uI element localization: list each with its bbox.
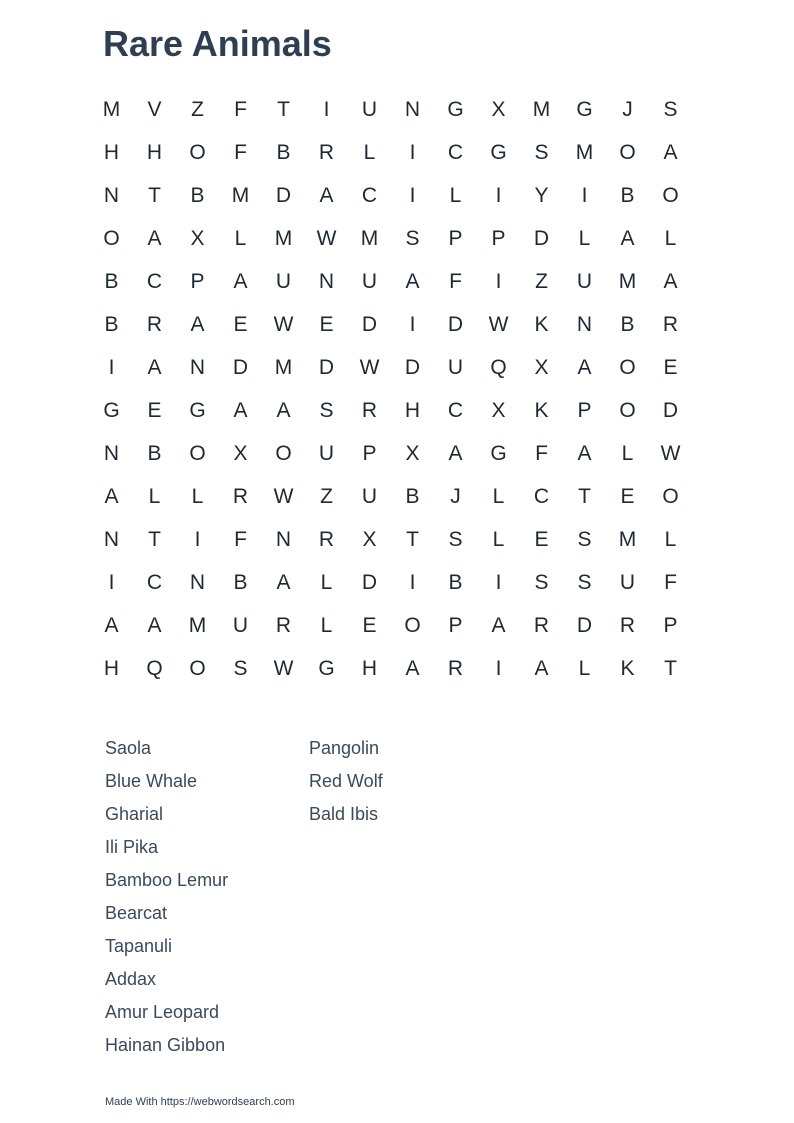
word-list-item: Bald Ibis bbox=[309, 804, 379, 824]
grid-letter: Y bbox=[534, 183, 549, 207]
grid-letter: A bbox=[276, 570, 291, 594]
grid-letter: A bbox=[491, 613, 506, 637]
grid-letter: B bbox=[620, 183, 635, 207]
grid-letter: G bbox=[490, 441, 507, 465]
grid-letter: O bbox=[275, 441, 292, 465]
grid-letter: A bbox=[104, 613, 119, 637]
grid-letter: D bbox=[275, 183, 292, 207]
grid-letter: O bbox=[662, 183, 679, 207]
grid-letter: A bbox=[147, 613, 162, 637]
grid-letter: I bbox=[409, 570, 416, 594]
grid-letter: L bbox=[664, 527, 677, 551]
grid-letter: I bbox=[495, 570, 502, 594]
grid-letter: O bbox=[103, 226, 120, 250]
grid-letter: O bbox=[189, 140, 206, 164]
grid-letter: B bbox=[620, 312, 635, 336]
grid-letter: C bbox=[533, 484, 550, 508]
grid-letter: R bbox=[361, 398, 378, 422]
grid-letter: G bbox=[576, 97, 593, 121]
word-list-item: Blue Whale bbox=[105, 771, 198, 791]
grid-letter: W bbox=[273, 312, 294, 336]
grid-letter: H bbox=[404, 398, 421, 422]
grid-letter: Z bbox=[191, 97, 204, 121]
grid-letter: N bbox=[189, 570, 206, 594]
grid-letter: A bbox=[319, 183, 334, 207]
grid-letter: W bbox=[273, 484, 294, 508]
word-list-item: Bearcat bbox=[105, 903, 168, 923]
word-list-item: Gharial bbox=[105, 804, 164, 824]
grid-letter: F bbox=[449, 269, 462, 293]
grid-letter: L bbox=[621, 441, 634, 465]
grid-letter: W bbox=[273, 656, 294, 680]
grid-letter: M bbox=[360, 226, 379, 250]
grid-letter: X bbox=[190, 226, 205, 250]
grid-letter: A bbox=[233, 398, 248, 422]
grid-letter: P bbox=[190, 269, 205, 293]
grid-letter: L bbox=[234, 226, 247, 250]
grid-letter: R bbox=[662, 312, 679, 336]
grid-letter: U bbox=[361, 484, 378, 508]
grid-letter: S bbox=[577, 527, 592, 551]
grid-letter: N bbox=[103, 527, 120, 551]
grid-letter: M bbox=[231, 183, 250, 207]
grid-letter: U bbox=[361, 97, 378, 121]
grid-letter: T bbox=[277, 97, 290, 121]
grid-letter: S bbox=[577, 570, 592, 594]
grid-letter: S bbox=[448, 527, 463, 551]
grid-letter: L bbox=[578, 656, 591, 680]
word-list-item: Hainan Gibbon bbox=[105, 1035, 226, 1055]
grid-letter: T bbox=[406, 527, 419, 551]
grid-letter: H bbox=[361, 656, 378, 680]
grid-letter: D bbox=[318, 355, 335, 379]
grid-letter: G bbox=[189, 398, 206, 422]
grid-letter: A bbox=[147, 355, 162, 379]
grid-letter: I bbox=[495, 656, 502, 680]
grid-letter: W bbox=[660, 441, 681, 465]
grid-letter: E bbox=[663, 355, 678, 379]
grid-letter: U bbox=[275, 269, 292, 293]
grid-letter: K bbox=[534, 312, 549, 336]
grid-letter: H bbox=[103, 140, 120, 164]
word-list-item: Tapanuli bbox=[105, 936, 173, 956]
word-list-item: Red Wolf bbox=[309, 771, 383, 791]
grid-letter: F bbox=[664, 570, 677, 594]
grid-letter: L bbox=[320, 570, 333, 594]
grid-letter: D bbox=[404, 355, 421, 379]
grid-letter: D bbox=[447, 312, 464, 336]
grid-letter: U bbox=[576, 269, 593, 293]
grid-letter: L bbox=[148, 484, 161, 508]
grid-letter: E bbox=[319, 312, 334, 336]
grid-letter: P bbox=[663, 613, 678, 637]
grid-letter: A bbox=[663, 269, 678, 293]
grid-letter: A bbox=[620, 226, 635, 250]
page-title: Rare Animals bbox=[103, 23, 332, 64]
grid-letter: I bbox=[581, 183, 588, 207]
grid-letter: S bbox=[405, 226, 420, 250]
grid-letter: N bbox=[318, 269, 335, 293]
grid-letter: B bbox=[276, 140, 291, 164]
word-list-item: Bamboo Lemur bbox=[105, 870, 229, 890]
grid-letter: A bbox=[147, 226, 162, 250]
grid-letter: P bbox=[448, 226, 463, 250]
grid-letter: R bbox=[447, 656, 464, 680]
grid-letter: O bbox=[619, 398, 636, 422]
grid-letter: I bbox=[495, 269, 502, 293]
grid-letter: I bbox=[323, 97, 330, 121]
grid-letter: N bbox=[189, 355, 206, 379]
word-list bbox=[105, 736, 513, 1066]
grid-letter: P bbox=[491, 226, 506, 250]
grid-letter: A bbox=[663, 140, 678, 164]
grid-letter: I bbox=[108, 570, 115, 594]
grid-letter: R bbox=[318, 527, 335, 551]
grid-letter: L bbox=[492, 484, 505, 508]
grid-letter: E bbox=[233, 312, 248, 336]
grid-letter: E bbox=[534, 527, 549, 551]
grid-letter: Z bbox=[535, 269, 548, 293]
grid-letter: L bbox=[191, 484, 204, 508]
grid-letter: L bbox=[578, 226, 591, 250]
grid-letter: R bbox=[533, 613, 550, 637]
grid-letter: B bbox=[233, 570, 248, 594]
grid-letter: I bbox=[409, 312, 416, 336]
footer-credit: Made With https://webwordsearch.com bbox=[105, 1096, 295, 1108]
grid-letter: N bbox=[576, 312, 593, 336]
grid-letter: B bbox=[405, 484, 420, 508]
grid-letter: R bbox=[318, 140, 335, 164]
grid-letter: T bbox=[578, 484, 591, 508]
grid-letter: L bbox=[449, 183, 462, 207]
grid-letter: O bbox=[189, 441, 206, 465]
grid-letter: P bbox=[577, 398, 592, 422]
grid-letter: T bbox=[148, 527, 161, 551]
grid-letter: M bbox=[274, 226, 293, 250]
grid-letter: O bbox=[619, 355, 636, 379]
grid-letter: A bbox=[405, 269, 420, 293]
word-list-item: Addax bbox=[105, 969, 157, 989]
grid-letter: A bbox=[448, 441, 463, 465]
grid-letter: K bbox=[534, 398, 549, 422]
grid-letter: F bbox=[234, 97, 247, 121]
grid-letter: D bbox=[662, 398, 679, 422]
grid-letter: C bbox=[146, 269, 163, 293]
grid-letter: N bbox=[103, 441, 120, 465]
grid-letter: U bbox=[232, 613, 249, 637]
grid-letter: U bbox=[619, 570, 636, 594]
grid-letter: L bbox=[320, 613, 333, 637]
grid-letter: L bbox=[363, 140, 376, 164]
grid-letter: A bbox=[577, 355, 592, 379]
grid-letter: M bbox=[274, 355, 293, 379]
grid-letter: U bbox=[318, 441, 335, 465]
grid-letter: Q bbox=[146, 656, 163, 680]
grid-letter: W bbox=[316, 226, 337, 250]
grid-letter: I bbox=[409, 183, 416, 207]
grid-letter: Z bbox=[320, 484, 333, 508]
grid-letter: M bbox=[102, 97, 121, 121]
grid-letter: O bbox=[404, 613, 421, 637]
grid-letter: B bbox=[104, 269, 119, 293]
grid-letter: U bbox=[447, 355, 464, 379]
grid-letter: X bbox=[491, 97, 506, 121]
grid-letter: D bbox=[361, 570, 378, 594]
grid-letter: N bbox=[404, 97, 421, 121]
grid-letter: B bbox=[448, 570, 463, 594]
grid-letter: F bbox=[234, 527, 247, 551]
grid-letter: I bbox=[495, 183, 502, 207]
grid-letter: D bbox=[576, 613, 593, 637]
grid-letter: M bbox=[188, 613, 207, 637]
grid-letter: I bbox=[108, 355, 115, 379]
grid-letter: H bbox=[103, 656, 120, 680]
grid-letter: A bbox=[104, 484, 119, 508]
grid-letter: O bbox=[662, 484, 679, 508]
grid-letter: F bbox=[234, 140, 247, 164]
grid-letter: G bbox=[490, 140, 507, 164]
grid-letter: I bbox=[409, 140, 416, 164]
grid-letter: M bbox=[618, 527, 637, 551]
grid-letter: B bbox=[104, 312, 119, 336]
grid-letter: X bbox=[534, 355, 549, 379]
grid-letter: T bbox=[664, 656, 677, 680]
grid-letter: W bbox=[359, 355, 380, 379]
grid-letter: A bbox=[276, 398, 291, 422]
grid-letter: B bbox=[190, 183, 205, 207]
grid-letter: G bbox=[103, 398, 120, 422]
grid-letter: P bbox=[362, 441, 377, 465]
grid-letter: R bbox=[146, 312, 163, 336]
grid-letter: M bbox=[575, 140, 594, 164]
grid-letter: A bbox=[233, 269, 248, 293]
grid-letter: A bbox=[534, 656, 549, 680]
word-list-item: Amur Leopard bbox=[105, 1002, 220, 1022]
grid-letter: A bbox=[577, 441, 592, 465]
grid-letter: S bbox=[534, 140, 549, 164]
grid-letter: J bbox=[450, 484, 461, 508]
grid-letter: H bbox=[146, 140, 163, 164]
grid-letter: A bbox=[190, 312, 205, 336]
grid-letter: N bbox=[103, 183, 120, 207]
grid-letter: S bbox=[534, 570, 549, 594]
grid-letter: B bbox=[147, 441, 162, 465]
grid-letter: M bbox=[532, 97, 551, 121]
word-list-item: Ili Pika bbox=[105, 837, 159, 857]
grid-letter: L bbox=[664, 226, 677, 250]
grid-letter: L bbox=[492, 527, 505, 551]
grid-letter: W bbox=[488, 312, 509, 336]
grid-letter: X bbox=[362, 527, 377, 551]
grid-letter: O bbox=[619, 140, 636, 164]
grid-letter: X bbox=[233, 441, 248, 465]
grid-letter: J bbox=[622, 97, 633, 121]
grid-letter: I bbox=[194, 527, 201, 551]
grid-letter: S bbox=[319, 398, 334, 422]
grid-letter: M bbox=[618, 269, 637, 293]
word-list-item: Saola bbox=[105, 738, 152, 758]
grid-letter: R bbox=[275, 613, 292, 637]
grid-letter: E bbox=[620, 484, 635, 508]
grid-letter: P bbox=[448, 613, 463, 637]
grid-letter: E bbox=[362, 613, 377, 637]
grid-letter: C bbox=[447, 398, 464, 422]
grid-letter: D bbox=[361, 312, 378, 336]
letter-grid bbox=[90, 88, 692, 690]
grid-letter: C bbox=[447, 140, 464, 164]
grid-letter: N bbox=[275, 527, 292, 551]
grid-letter: V bbox=[147, 97, 162, 121]
grid-letter: K bbox=[620, 656, 635, 680]
grid-letter: F bbox=[535, 441, 548, 465]
grid-letter: C bbox=[146, 570, 163, 594]
grid-letter: S bbox=[233, 656, 248, 680]
grid-letter: U bbox=[361, 269, 378, 293]
word-list-item: Pangolin bbox=[309, 738, 380, 758]
grid-letter: R bbox=[619, 613, 636, 637]
grid-letter: C bbox=[361, 183, 378, 207]
grid-letter: O bbox=[189, 656, 206, 680]
grid-letter: S bbox=[663, 97, 678, 121]
grid-letter: Q bbox=[490, 355, 507, 379]
grid-letter: E bbox=[147, 398, 162, 422]
grid-letter: R bbox=[232, 484, 249, 508]
grid-letter: D bbox=[232, 355, 249, 379]
grid-letter: G bbox=[447, 97, 464, 121]
grid-letter: A bbox=[405, 656, 420, 680]
grid-letter: T bbox=[148, 183, 161, 207]
grid-letter: X bbox=[491, 398, 506, 422]
grid-letter: D bbox=[533, 226, 550, 250]
grid-letter: G bbox=[318, 656, 335, 680]
grid-letter: X bbox=[405, 441, 420, 465]
